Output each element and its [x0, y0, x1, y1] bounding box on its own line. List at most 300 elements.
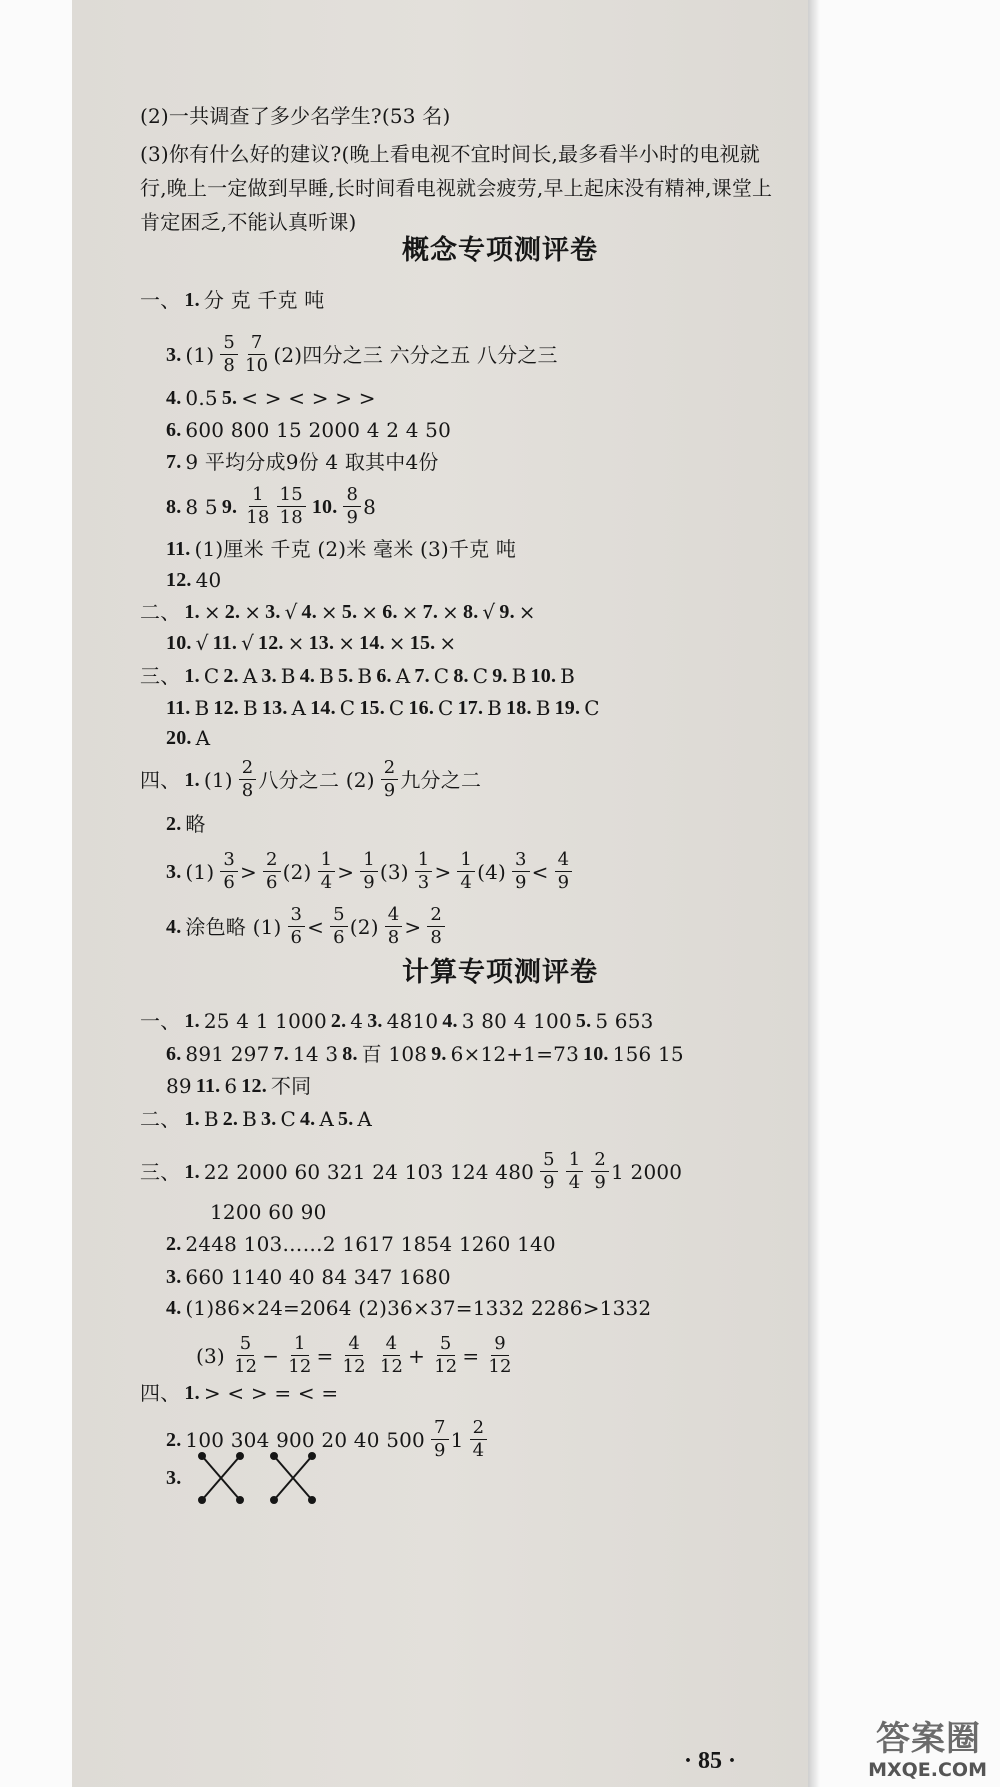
- answer-text: √: [195, 630, 209, 655]
- question-number: 15.: [359, 696, 385, 719]
- question-number: 4.: [299, 664, 316, 687]
- question-number: 1.: [184, 664, 200, 687]
- answer-text: (1): [185, 342, 215, 367]
- fraction-denominator: 4: [472, 1440, 485, 1461]
- answer-text: √: [241, 630, 255, 655]
- question-number: 4.: [301, 600, 317, 623]
- answer-line: [140, 1150, 686, 1193]
- question-number: 4.: [166, 1296, 182, 1319]
- answer-text: (1): [185, 859, 215, 884]
- question-number: 2.: [222, 1107, 239, 1130]
- answer-text: C: [438, 695, 454, 720]
- question-number: 2.: [224, 600, 241, 623]
- fraction: [415, 850, 433, 893]
- answer-text: ×: [287, 630, 305, 655]
- answer-text: ×: [320, 599, 338, 624]
- fraction-denominator: 6: [290, 927, 303, 948]
- answer-text: =: [316, 1343, 334, 1368]
- fraction-denominator: 18: [279, 507, 303, 528]
- fraction-denominator: 8: [387, 927, 400, 948]
- answer-text: ×: [361, 599, 379, 624]
- fraction-denominator: 9: [515, 872, 527, 893]
- question-number: 1.: [184, 1381, 200, 1404]
- question-number: 8.: [463, 600, 479, 623]
- answer-line: [166, 808, 210, 838]
- answer-text: B: [194, 695, 210, 720]
- fraction-numerator: 9: [491, 1334, 509, 1356]
- fraction: [485, 1334, 514, 1377]
- fraction-numerator: 2: [263, 850, 281, 872]
- answer-text: B: [487, 695, 503, 720]
- answer-text: A: [195, 725, 211, 750]
- answer-text: 8 5: [185, 494, 218, 519]
- answer-text: B: [511, 663, 527, 688]
- answer-text: >: [337, 859, 355, 884]
- fraction: [427, 905, 445, 948]
- answer-text: 九分之二: [400, 767, 482, 792]
- fraction-numerator: 15: [277, 485, 306, 507]
- fraction: [540, 1150, 558, 1193]
- question-number: 11.: [195, 1074, 221, 1097]
- answer-line: [166, 692, 604, 722]
- question-number: 7.: [422, 600, 439, 623]
- answer-text: A: [357, 1106, 373, 1131]
- fraction-numerator: 2: [239, 758, 257, 780]
- question-number: 2.: [330, 1009, 347, 1032]
- answer-text: 四、: [140, 1380, 181, 1405]
- answer-text: A: [242, 663, 258, 688]
- answer-line: [166, 564, 225, 594]
- fraction-numerator: 1: [360, 850, 378, 872]
- fraction-denominator: 9: [557, 872, 570, 893]
- question-number: 6.: [166, 1042, 182, 1065]
- fraction: [377, 1334, 406, 1377]
- answer-text: B: [560, 663, 576, 688]
- fraction-denominator: 3: [417, 872, 430, 893]
- answer-text: > < > = < =: [203, 1380, 339, 1405]
- question-number: 9.: [221, 495, 238, 518]
- question-number: 14.: [359, 631, 385, 654]
- answer-text: (2): [282, 859, 312, 884]
- fraction: [385, 905, 403, 948]
- fraction-numerator: 2: [470, 1418, 488, 1440]
- answer-line: [166, 382, 380, 412]
- answer-text: ×: [518, 599, 536, 624]
- fraction: [242, 333, 271, 376]
- question-number: 10.: [311, 495, 338, 518]
- fraction-numerator: 7: [431, 1418, 449, 1440]
- answer-text: 1: [450, 1427, 464, 1452]
- question-number: 12.: [258, 631, 284, 654]
- answer-text: (2)一共调查了多少名学生?(53 名): [140, 103, 451, 128]
- answer-text: A: [291, 695, 307, 720]
- answer-text: (2)四分之三 六分之五 八分之三: [273, 342, 558, 367]
- answer-text: >: [240, 859, 257, 884]
- fraction-denominator: 9: [543, 1172, 555, 1193]
- answer-text: C: [433, 663, 450, 688]
- question-number: 11.: [166, 696, 191, 719]
- question-number: 4.: [442, 1009, 458, 1032]
- fraction-denominator: 9: [346, 507, 359, 528]
- fraction-numerator: 8: [343, 485, 361, 507]
- answer-text: C: [584, 695, 600, 720]
- fraction-denominator: 12: [434, 1356, 458, 1377]
- question-number: 7.: [273, 1042, 289, 1065]
- fraction-numerator: 1: [457, 850, 475, 872]
- fraction: [231, 1334, 260, 1377]
- answer-text: −: [262, 1343, 280, 1368]
- answer-text: 25 4 1 1000: [203, 1008, 327, 1033]
- fraction: [457, 850, 475, 893]
- answer-line: [166, 1261, 455, 1291]
- answer-text: 四、: [140, 767, 181, 792]
- answer-line: [166, 1070, 315, 1100]
- question-number: 4.: [299, 1107, 316, 1130]
- question-number: 3.: [261, 1107, 277, 1130]
- fraction: [285, 1334, 314, 1377]
- question-number: 6.: [382, 600, 398, 623]
- fraction: [512, 850, 530, 893]
- answer-text: (3)你有什么好的建议?(晚上看电视不宜时间长,最多看半小时的电视就: [140, 141, 761, 166]
- answer-text: ×: [203, 599, 221, 624]
- fraction-numerator: 1: [318, 850, 336, 872]
- answer-text: 5 653: [595, 1008, 654, 1033]
- answer-text: C: [203, 663, 220, 688]
- fraction: [220, 850, 238, 893]
- fraction: [360, 850, 378, 893]
- question-number: 5.: [338, 1107, 354, 1130]
- answer-text: B: [357, 663, 373, 688]
- answer-text: B: [280, 663, 296, 688]
- answer-text: (2): [349, 914, 379, 939]
- fraction: [591, 1150, 609, 1193]
- answer-text: 略: [185, 811, 206, 836]
- answer-text: 4: [350, 1008, 364, 1033]
- answer-text: 8: [363, 494, 377, 519]
- answer-text: < > < > > >: [241, 385, 376, 410]
- answer-text: 156 15: [612, 1041, 684, 1066]
- fraction-denominator: 12: [288, 1356, 312, 1377]
- answer-line: [166, 1462, 185, 1492]
- answer-line: [166, 333, 562, 376]
- answer-line: [140, 1103, 376, 1133]
- answer-text: 1200 60 90: [210, 1199, 327, 1224]
- fraction-denominator: 4: [460, 872, 473, 893]
- cross-mark-left: [199, 1453, 243, 1503]
- answer-text: 百 108: [361, 1041, 428, 1066]
- fraction-denominator: 10: [245, 355, 269, 376]
- page-number: · 85 ·: [684, 1748, 737, 1774]
- question-number: 1.: [184, 1160, 200, 1183]
- fraction-denominator: 6: [333, 927, 345, 948]
- answer-text: =: [462, 1343, 480, 1368]
- question-number: 8.: [166, 495, 182, 518]
- answer-line: [140, 284, 329, 314]
- question-number: 13.: [308, 631, 335, 654]
- fraction-denominator: 8: [430, 927, 442, 948]
- answer-text: 二、: [140, 1106, 181, 1131]
- answer-text: 1 2000: [611, 1159, 683, 1184]
- answer-line: [140, 1005, 658, 1035]
- question-number: 12.: [241, 1074, 267, 1097]
- answer-text: 600 800 15 2000 4 2 4 50: [185, 417, 452, 442]
- answer-line: [166, 446, 443, 476]
- fraction-numerator: 5: [237, 1334, 255, 1356]
- answer-line: [140, 758, 485, 801]
- answer-text: ×: [338, 630, 356, 655]
- answer-text: 肯定困乏,不能认真听课): [140, 209, 357, 234]
- answer-text: ×: [244, 599, 262, 624]
- fraction-numerator: 1: [566, 1150, 584, 1172]
- fraction: [330, 905, 348, 948]
- answer-text: <: [531, 859, 549, 884]
- fraction-denominator: 8: [223, 355, 235, 376]
- question-number: 3.: [166, 343, 182, 366]
- fraction: [239, 758, 257, 801]
- answer-text: B: [535, 695, 551, 720]
- answer-text: 891 297: [185, 1041, 270, 1066]
- answer-text: (1)厘米 千克 (2)米 毫米 (3)千克 吨: [194, 536, 517, 561]
- fraction-numerator: 3: [288, 905, 306, 927]
- answer-text: A: [395, 663, 411, 688]
- answer-text: 14 3: [292, 1041, 339, 1066]
- answer-line: [166, 905, 447, 948]
- question-number: 7.: [414, 664, 430, 687]
- answer-text: C: [472, 663, 489, 688]
- section-title-concept: 概念专项测评卷: [402, 235, 598, 266]
- answer-line: [140, 1377, 342, 1407]
- question-number: 7.: [166, 450, 182, 473]
- answer-text: B: [242, 1106, 258, 1131]
- answer-line: [166, 1292, 655, 1322]
- fraction-numerator: 2: [381, 758, 399, 780]
- section-title-calculation: 计算专项测评卷: [402, 957, 598, 988]
- question-number: 12.: [213, 696, 240, 719]
- question-number: 12.: [166, 568, 192, 591]
- answer-text: C: [388, 695, 405, 720]
- question-number: 19.: [554, 696, 581, 719]
- question-number: 10.: [530, 664, 557, 687]
- answer-text: 6×12+1=73: [450, 1041, 580, 1066]
- fraction: [431, 1334, 460, 1377]
- fraction-denominator: 9: [434, 1440, 446, 1461]
- answer-text: 9 平均分成9份 4 取其中4份: [185, 449, 439, 474]
- answer-text: C: [280, 1106, 296, 1131]
- watermark-text: MXQE.COM: [868, 1759, 987, 1781]
- answer-text: 分 克 千克 吨: [203, 287, 325, 312]
- answer-line: [196, 1334, 517, 1377]
- answer-text: ×: [388, 630, 406, 655]
- fraction-denominator: 4: [320, 872, 333, 893]
- answer-text: (1): [203, 767, 233, 792]
- answer-line: [166, 1228, 560, 1258]
- fraction: [220, 333, 238, 376]
- question-number: 10.: [166, 631, 192, 654]
- question-number: 8.: [453, 664, 469, 687]
- answer-text: B: [243, 695, 258, 720]
- question-number: 5.: [221, 386, 238, 409]
- question-number: 5.: [575, 1009, 592, 1032]
- answer-text: >: [404, 914, 422, 939]
- answer-text: (3): [379, 859, 409, 884]
- question-number: 20.: [166, 726, 192, 749]
- answer-text: √: [284, 599, 298, 624]
- fraction-numerator: 5: [437, 1334, 455, 1356]
- fraction-numerator: 3: [512, 850, 530, 872]
- answer-text: 40: [195, 567, 222, 592]
- fraction: [555, 850, 573, 893]
- fraction: [288, 905, 306, 948]
- fraction: [566, 1150, 584, 1193]
- answer-text: 三、: [140, 663, 181, 688]
- cross-mark-right: [271, 1453, 315, 1503]
- question-number: 9.: [431, 1042, 447, 1065]
- answer-line: [140, 172, 776, 202]
- question-number: 3.: [166, 1265, 182, 1288]
- answer-text: <: [307, 914, 325, 939]
- answer-line: [166, 722, 214, 752]
- fraction-numerator: 4: [345, 1334, 363, 1356]
- question-number: 2.: [166, 1232, 182, 1255]
- question-number: 2.: [223, 664, 239, 687]
- answer-text: B: [203, 1106, 219, 1131]
- fraction-numerator: 7: [248, 333, 266, 355]
- question-number: 3.: [367, 1009, 383, 1032]
- answer-line: [166, 1038, 688, 1068]
- question-number: 3.: [166, 1466, 182, 1489]
- fraction: [243, 485, 272, 528]
- fraction-denominator: 8: [241, 780, 254, 801]
- fraction-denominator: 6: [265, 872, 278, 893]
- answer-text: 0.5: [185, 385, 218, 410]
- answer-line: [140, 596, 540, 626]
- question-number: 14.: [310, 696, 336, 719]
- fraction: [343, 485, 361, 528]
- question-number: 5.: [338, 664, 354, 687]
- fraction-numerator: 5: [220, 333, 238, 355]
- answer-text: 100 304 900 20 40 500: [185, 1427, 425, 1452]
- question-number: 10.: [583, 1042, 609, 1065]
- question-number: 4.: [166, 386, 182, 409]
- answer-text: 三、: [140, 1159, 181, 1184]
- answer-text: >: [434, 859, 452, 884]
- fraction-numerator: 1: [249, 485, 267, 507]
- answer-line: [140, 100, 454, 130]
- question-number: 9.: [492, 664, 508, 687]
- question-number: 18.: [506, 696, 532, 719]
- fraction-numerator: 2: [591, 1150, 609, 1172]
- question-number: 1.: [184, 1107, 200, 1130]
- answer-text: +: [408, 1343, 426, 1368]
- answer-text: 涂色略 (1): [185, 914, 282, 939]
- answer-line: [166, 627, 460, 657]
- answer-text: ×: [439, 630, 457, 655]
- fraction-denominator: 9: [383, 780, 396, 801]
- question-number: 3.: [265, 600, 281, 623]
- question-number: 3.: [261, 664, 277, 687]
- watermark: [870, 1705, 995, 1785]
- fraction-denominator: 12: [379, 1356, 404, 1377]
- fraction-denominator: 18: [246, 507, 270, 528]
- answer-text: 22 2000 60 321 24 103 124 480: [203, 1159, 535, 1184]
- answer-text: ×: [442, 599, 460, 624]
- answer-text: ×: [401, 599, 419, 624]
- question-number: 6.: [376, 664, 392, 687]
- answer-text: (3): [196, 1343, 225, 1368]
- question-number: 11.: [212, 631, 238, 654]
- question-number: 6.: [166, 418, 182, 441]
- fraction: [318, 850, 336, 893]
- fraction-denominator: 9: [363, 872, 375, 893]
- fraction: [277, 485, 306, 528]
- question-number: 11.: [166, 537, 191, 560]
- fraction-denominator: 12: [233, 1356, 258, 1377]
- question-number: 2.: [166, 1428, 182, 1451]
- answer-line: [166, 485, 380, 528]
- fraction-numerator: 4: [385, 905, 403, 927]
- answer-text: (4): [477, 859, 506, 884]
- fraction-numerator: 3: [220, 850, 238, 872]
- question-number: 3.: [166, 860, 182, 883]
- fraction-denominator: 6: [223, 872, 235, 893]
- question-number: 8.: [342, 1042, 358, 1065]
- answer-line: [166, 533, 520, 563]
- answer-line: [166, 414, 455, 444]
- answer-line: [140, 660, 579, 690]
- answer-text: 行,晚上一定做到早睡,长时间看电视就会疲劳,早上起床没有精神,课堂上: [140, 175, 773, 200]
- fraction-denominator: 4: [568, 1172, 581, 1193]
- answer-text: 二、: [140, 599, 181, 624]
- answer-text: B: [319, 663, 335, 688]
- question-number: 16.: [408, 696, 435, 719]
- question-number: 9.: [499, 600, 515, 623]
- question-number: 5.: [341, 600, 358, 623]
- answer-line: [140, 138, 764, 168]
- answer-line: [166, 850, 574, 893]
- answer-text: 660 1140 40 84 347 1680: [185, 1264, 451, 1289]
- question-number: 15.: [409, 631, 436, 654]
- answer-text: 3 80 4 100: [461, 1008, 572, 1033]
- answer-text: 一、: [140, 1008, 181, 1033]
- question-number: 1.: [184, 600, 200, 623]
- answer-line: [210, 1196, 331, 1226]
- fraction-numerator: 1: [415, 850, 433, 872]
- answer-text: 4810: [386, 1008, 439, 1033]
- answer-text: 2448 103……2 1617 1854 1260 140: [185, 1231, 556, 1256]
- answer-text: (1)86×24=2064 (2)36×37=1332 2286>1332: [185, 1295, 652, 1320]
- answer-text: 不同: [270, 1073, 312, 1098]
- fraction-denominator: 12: [488, 1356, 512, 1377]
- answer-text: A: [319, 1106, 335, 1131]
- answer-text: √: [482, 599, 496, 624]
- scanned-page: [72, 0, 808, 1787]
- answer-text: 一、: [140, 287, 181, 312]
- answer-text: 八分之二 (2): [258, 767, 375, 792]
- answer-text: C: [339, 695, 356, 720]
- fraction-numerator: 4: [555, 850, 573, 872]
- answer-book-logo-icon: 答案圈: [876, 1719, 981, 1759]
- page-edge-shadow: [808, 0, 820, 1787]
- matching-lines-drawing: [196, 1450, 326, 1508]
- fraction: [340, 1334, 369, 1377]
- fraction-numerator: 5: [330, 905, 348, 927]
- fraction: [470, 1418, 488, 1461]
- fraction: [381, 758, 399, 801]
- fraction-numerator: 5: [540, 1150, 558, 1172]
- fraction-numerator: 2: [427, 905, 445, 927]
- fraction: [431, 1418, 449, 1461]
- fraction-denominator: 9: [594, 1172, 607, 1193]
